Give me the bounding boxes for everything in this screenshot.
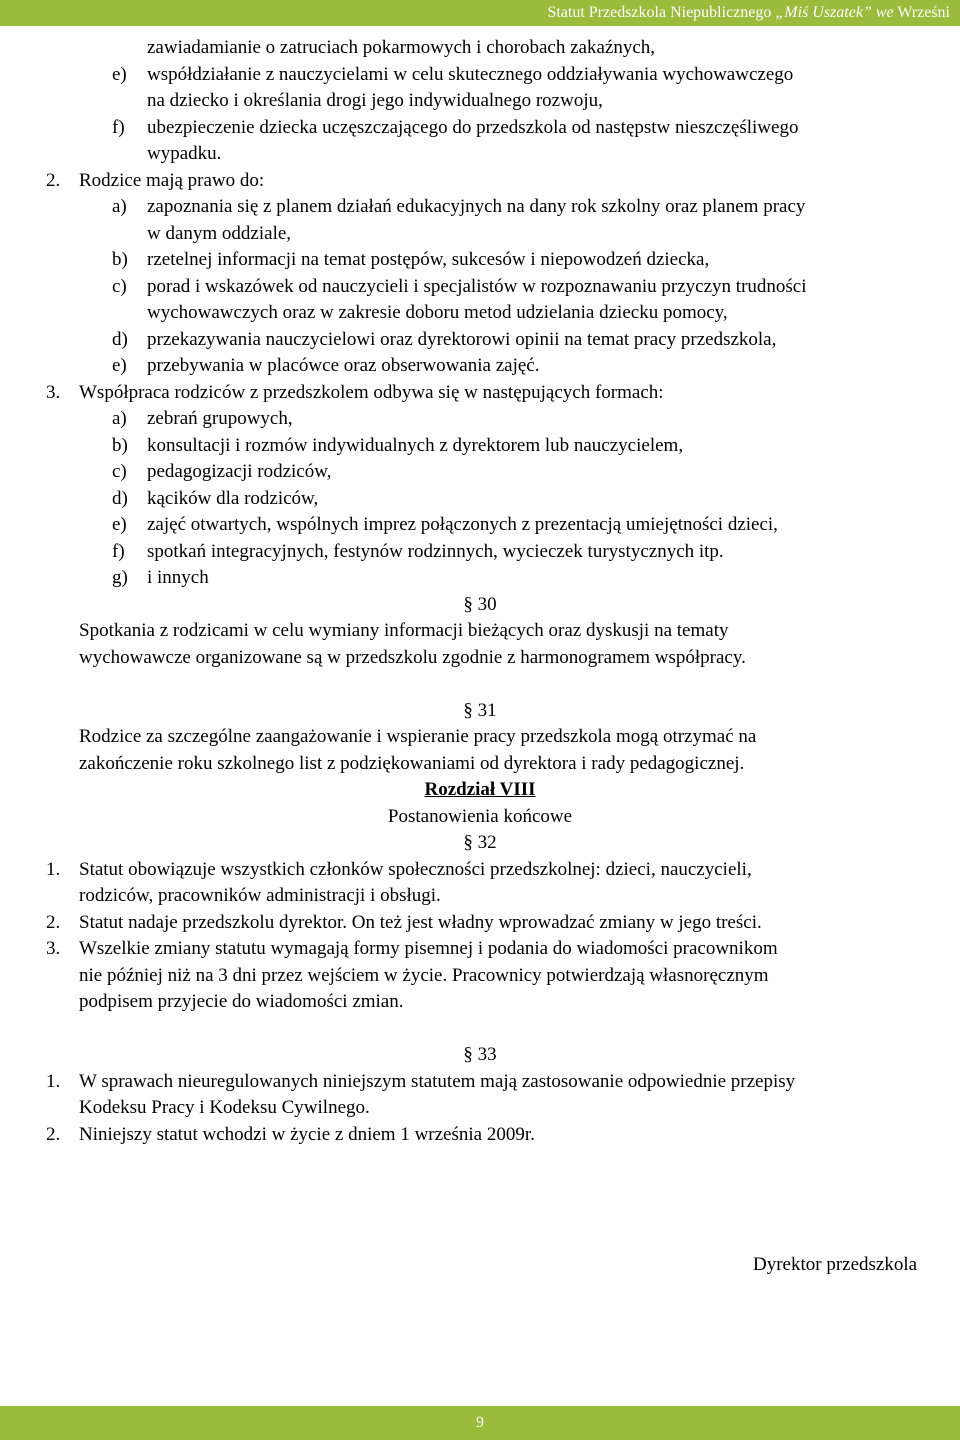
list-item — [0, 194, 960, 221]
list-marker: g) — [112, 567, 128, 588]
item-title: Rodzice mają prawo do: — [79, 169, 265, 191]
running-header — [0, 0, 960, 26]
paragraph-line: pedagogizacji rodziców, — [147, 461, 332, 482]
numbered-item — [0, 883, 960, 910]
list-item — [0, 353, 960, 380]
chapter-title-row — [0, 777, 960, 804]
paragraph-line: zebrań grupowych, — [147, 408, 293, 429]
section-heading-30 — [0, 592, 960, 619]
item-number: 2. — [46, 911, 61, 933]
paragraph-line: na dziecko i określania drogi jego indywidualnego rozwoju, — [147, 90, 603, 111]
header-suffix: Wrześni — [897, 4, 950, 21]
list-item — [0, 433, 960, 460]
list-item — [0, 539, 960, 566]
paragraph-line: Niniejszy statut wchodzi w życie z dniem 1 września 2009r. — [79, 1123, 535, 1145]
paragraph-line: spotkań integracyjnych, festynów rodzinnych, wycieczek turystycznych itp. — [147, 540, 724, 562]
document-body — [0, 35, 960, 1148]
list-marker: b) — [112, 249, 128, 270]
section-heading-32 — [0, 830, 960, 857]
list-item — [0, 115, 960, 142]
paragraph-line: Spotkania z rodzicami w celu wymiany informacji bieżących oraz dyskusji na tematy — [79, 620, 729, 641]
numbered-item — [0, 1122, 960, 1149]
list-item — [0, 141, 960, 168]
list-item — [0, 486, 960, 513]
paragraph-line: kącików dla rodziców, — [147, 487, 319, 509]
list-marker: e) — [112, 63, 127, 85]
paragraph-line: przebywania w placówce oraz obserwowania zajęć. — [147, 355, 540, 376]
paragraph-line: Wszelkie zmiany statutu wymagają formy pisemnej i podania do wiadomości pracownikom — [79, 938, 778, 959]
numbered-item — [0, 936, 960, 963]
list-item — [0, 274, 960, 301]
paragraph-line: zajęć otwartych, wspólnych imprez połączonych z prezentacją umiejętności dzieci, — [147, 514, 778, 535]
list-marker: e) — [112, 514, 127, 535]
paragraph-line: podpisem przyjecie do wiadomości zmian. — [79, 991, 404, 1012]
paragraph-line: Statut nadaje przedszkolu dyrektor. On też jest władny wprowadzać zmiany w jego treści. — [79, 911, 762, 933]
paragraph-line: i innych — [147, 567, 209, 588]
numbered-item — [0, 910, 960, 937]
item-title: Współpraca rodziców z przedszkolem odbywa się w następujących formach: — [79, 381, 664, 403]
signature-label: Dyrektor przedszkola — [753, 1254, 918, 1275]
paragraph — [0, 618, 960, 645]
paragraph-line: Kodeksu Pracy i Kodeksu Cywilnego. — [79, 1097, 370, 1118]
paragraph-line: zakończenie roku szkolnego list z podziękowaniami od dyrektora i rady pedagogicznej. — [79, 752, 745, 774]
paragraph-line: rzetelnej informacji na temat postępów, sukcesów i niepowodzeń dziecka, — [147, 249, 710, 270]
list-marker: d) — [112, 487, 128, 509]
paragraph — [0, 724, 960, 751]
paragraph-line: porad i wskazówek od nauczycieli i specjalistów w rozpoznawaniu przyczyn trudności — [147, 275, 807, 297]
list-marker: c) — [112, 461, 127, 482]
item-number: 3. — [46, 381, 61, 403]
list-marker: f) — [112, 540, 125, 562]
list-marker: e) — [112, 355, 127, 376]
paragraph — [0, 645, 960, 672]
list-item — [0, 300, 960, 327]
item-number: 1. — [46, 858, 61, 880]
numbered-item-2 — [0, 168, 960, 195]
item-number: 2. — [46, 1123, 61, 1145]
list-item — [0, 247, 960, 274]
paragraph-line: współdziałanie z nauczycielami w celu skutecznego oddziaływania wychowawczego — [147, 63, 794, 85]
paragraph-line: nie później niż na 3 dni przez wejściem w życie. Pracownicy potwierdzają własnoręcznym — [79, 964, 769, 986]
list-item — [0, 565, 960, 592]
paragraph-line: konsultacji i rozmów indywidualnych z dyrektorem lub nauczycielem, — [147, 434, 684, 456]
list-marker: b) — [112, 434, 128, 456]
list-item — [0, 406, 960, 433]
list-item — [0, 35, 960, 62]
paragraph-line: zawiadamianie o zatruciach pokarmowych i chorobach zakaźnych, — [147, 37, 655, 58]
chapter-title: Rozdział VIII — [424, 779, 536, 800]
list-marker: f) — [112, 116, 125, 138]
numbered-item — [0, 857, 960, 884]
paragraph-line: Rodzice za szczególne zaangażowanie i wspieranie pracy przedszkola mogą otrzymać na — [79, 726, 757, 747]
paragraph-line: rodziców, pracowników administracji i obsługi. — [79, 885, 441, 906]
page-number: 9 — [476, 1414, 484, 1431]
numbered-item — [0, 963, 960, 990]
numbered-item — [0, 989, 960, 1016]
paragraph-line: przekazywania nauczycielowi oraz dyrektorowi opinii na temat pracy przedszkola, — [147, 328, 777, 350]
paragraph-line: w danym oddziale, — [147, 222, 292, 244]
numbered-item — [0, 1095, 960, 1122]
paragraph-line: zapoznania się z planem działań edukacyjnych na dany rok szkolny oraz planem pracy — [147, 196, 806, 217]
section-heading: § 32 — [463, 832, 497, 853]
list-item — [0, 459, 960, 486]
list-marker: c) — [112, 275, 127, 297]
list-marker: a) — [112, 408, 127, 429]
section-heading: § 33 — [463, 1044, 497, 1065]
list-marker: a) — [112, 196, 127, 217]
paragraph-line: W sprawach nieuregulowanych niniejszym statutem mają zastosowanie odpowiednie przepisy — [79, 1070, 796, 1092]
paragraph — [0, 751, 960, 778]
list-item — [0, 327, 960, 354]
item-number: 3. — [46, 938, 61, 959]
chapter-subtitle-row — [0, 804, 960, 831]
list-item — [0, 62, 960, 89]
header-italic: „Miś Uszatek” we — [775, 4, 894, 21]
header-prefix: Statut Przedszkola Niepublicznego — [547, 4, 772, 21]
paragraph-line: wychowawczych oraz w zakresie doboru metod udzielania dziecku pomocy, — [147, 302, 728, 323]
item-number: 2. — [46, 169, 61, 191]
paragraph-line: ubezpieczenie dziecka uczęszczającego do przedszkola od następstw nieszczęśliwego — [147, 116, 799, 138]
item-number: 1. — [46, 1070, 61, 1092]
section-heading: § 30 — [463, 593, 497, 615]
paragraph-line: wypadku. — [147, 143, 222, 164]
section-heading-31 — [0, 698, 960, 725]
section-heading: § 31 — [463, 699, 497, 721]
list-item — [0, 512, 960, 539]
section-heading-33 — [0, 1042, 960, 1069]
list-item — [0, 88, 960, 115]
numbered-item — [0, 1069, 960, 1096]
page-footer — [0, 1406, 960, 1440]
paragraph-line: Statut obowiązuje wszystkich członków społeczności przedszkolnej: dzieci, nauczycieli, — [79, 858, 752, 880]
list-marker: d) — [112, 328, 128, 350]
chapter-subtitle: Postanowienia końcowe — [387, 805, 573, 827]
list-item — [0, 221, 960, 248]
numbered-item-3 — [0, 380, 960, 407]
paragraph-line: wychowawcze organizowane są w przedszkolu zgodnie z harmonogramem współpracy. — [79, 646, 746, 668]
